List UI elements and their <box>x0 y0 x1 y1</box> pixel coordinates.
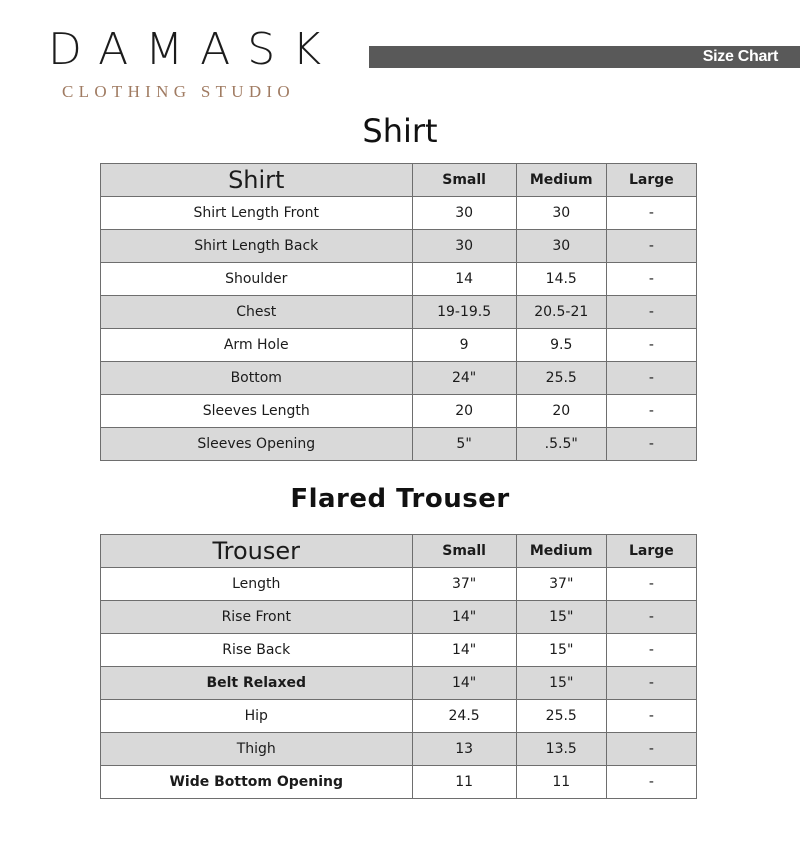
table-row <box>101 428 697 461</box>
medium-value: 15" <box>516 601 606 634</box>
small-value: 14" <box>412 634 516 667</box>
medium-value: 9.5 <box>516 329 606 362</box>
header-cell-small: Small <box>412 164 516 197</box>
medium-value: 37" <box>516 568 606 601</box>
shirt-section-title: Shirt <box>362 112 438 150</box>
small-value: 37" <box>412 568 516 601</box>
header-cell-medium: Medium <box>516 164 606 197</box>
header-cell-garment: Shirt <box>101 164 413 197</box>
large-value: - <box>606 766 696 799</box>
medium-value: .5.5" <box>516 428 606 461</box>
large-value: - <box>606 362 696 395</box>
table-header-row <box>101 535 697 568</box>
large-value: - <box>606 601 696 634</box>
medium-value: 30 <box>516 230 606 263</box>
header-cell-large: Large <box>606 535 696 568</box>
large-value: - <box>606 230 696 263</box>
medium-value: 13.5 <box>516 733 606 766</box>
brand-name: DAMASK <box>48 24 339 75</box>
medium-value: 20.5-21 <box>516 296 606 329</box>
header-cell-garment: Trouser <box>101 535 413 568</box>
medium-value: 15" <box>516 634 606 667</box>
measurement-label: Length <box>101 568 413 601</box>
large-value: - <box>606 634 696 667</box>
measurement-label: Wide Bottom Opening <box>101 766 413 799</box>
medium-value: 25.5 <box>516 362 606 395</box>
large-value: - <box>606 263 696 296</box>
medium-value: 15" <box>516 667 606 700</box>
small-value: 5" <box>412 428 516 461</box>
table-row <box>101 296 697 329</box>
medium-value: 30 <box>516 197 606 230</box>
large-value: - <box>606 568 696 601</box>
trouser-section-title: Flared Trouser <box>290 484 510 514</box>
table-row <box>101 329 697 362</box>
header-cell-small: Small <box>412 535 516 568</box>
small-value: 13 <box>412 733 516 766</box>
small-value: 24" <box>412 362 516 395</box>
table-row <box>101 700 697 733</box>
table-row <box>101 197 697 230</box>
table-row <box>101 362 697 395</box>
large-value: - <box>606 296 696 329</box>
small-value: 30 <box>412 197 516 230</box>
measurement-label: Bottom <box>101 362 413 395</box>
measurement-label: Thigh <box>101 733 413 766</box>
measurement-label: Shoulder <box>101 263 413 296</box>
measurement-label: Rise Back <box>101 634 413 667</box>
header-cell-large: Large <box>606 164 696 197</box>
brand-logo <box>48 24 339 102</box>
small-value: 30 <box>412 230 516 263</box>
size-chart-band: Size Chart <box>369 46 800 68</box>
brand-tagline: CLOTHING STUDIO <box>62 82 295 101</box>
measurement-label: Shirt Length Back <box>101 230 413 263</box>
measurement-label: Sleeves Opening <box>101 428 413 461</box>
measurement-label: Shirt Length Front <box>101 197 413 230</box>
small-value: 14" <box>412 667 516 700</box>
measurement-label: Sleeves Length <box>101 395 413 428</box>
small-value: 14" <box>412 601 516 634</box>
table-row <box>101 230 697 263</box>
large-value: - <box>606 700 696 733</box>
measurement-label: Hip <box>101 700 413 733</box>
medium-value: 20 <box>516 395 606 428</box>
large-value: - <box>606 329 696 362</box>
measurement-label: Chest <box>101 296 413 329</box>
table-row <box>101 601 697 634</box>
shirt-size-table <box>100 163 697 461</box>
table-row <box>101 395 697 428</box>
table-row <box>101 263 697 296</box>
small-value: 11 <box>412 766 516 799</box>
measurement-label: Belt Relaxed <box>101 667 413 700</box>
small-value: 20 <box>412 395 516 428</box>
trouser-size-table <box>100 534 697 799</box>
large-value: - <box>606 428 696 461</box>
measurement-label: Rise Front <box>101 601 413 634</box>
small-value: 14 <box>412 263 516 296</box>
table-row <box>101 766 697 799</box>
table-header-row <box>101 164 697 197</box>
large-value: - <box>606 197 696 230</box>
table-row <box>101 568 697 601</box>
medium-value: 25.5 <box>516 700 606 733</box>
medium-value: 14.5 <box>516 263 606 296</box>
large-value: - <box>606 733 696 766</box>
measurement-label: Arm Hole <box>101 329 413 362</box>
medium-value: 11 <box>516 766 606 799</box>
table-row <box>101 667 697 700</box>
table-row <box>101 634 697 667</box>
large-value: - <box>606 395 696 428</box>
table-row <box>101 733 697 766</box>
large-value: - <box>606 667 696 700</box>
small-value: 24.5 <box>412 700 516 733</box>
header-cell-medium: Medium <box>516 535 606 568</box>
small-value: 19-19.5 <box>412 296 516 329</box>
small-value: 9 <box>412 329 516 362</box>
